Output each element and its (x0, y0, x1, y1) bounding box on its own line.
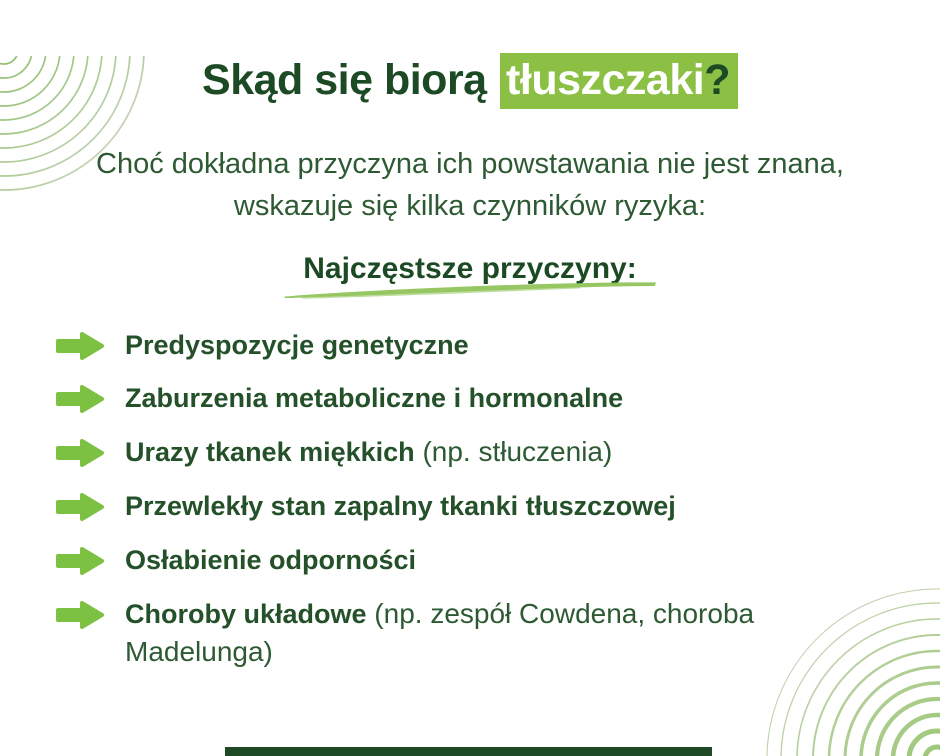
arrow-right-icon (55, 544, 105, 578)
item-text (125, 541, 416, 579)
list-item (55, 326, 940, 364)
item-text (125, 595, 785, 671)
list-item (55, 541, 940, 579)
arrow-right-icon (55, 382, 105, 416)
list-item (55, 433, 940, 471)
item-text (125, 379, 623, 417)
title-highlight-text: tłuszczaki (506, 56, 705, 104)
arrow-right-icon (55, 490, 105, 524)
item-text-bold: Predyspozycje genetyczne (125, 329, 469, 360)
subtitle: Choć dokładna przyczyna ich powstawania nie jest znana, wskazuje się kilka czynników ryzyka: (96, 148, 844, 223)
title-question-mark: ? (704, 56, 730, 104)
list-item (55, 487, 940, 525)
item-text-bold: Osłabienie odporności (125, 545, 417, 576)
item-text (125, 326, 469, 364)
item-text-bold: Urazy tkanek miękkich (125, 437, 415, 468)
bottom-bar (225, 747, 712, 756)
section-heading: Najczęstsze przyczyny: (303, 251, 637, 285)
item-text (125, 433, 612, 471)
item-text-bold: Przewlekły stan zapalny tkanki tłuszczowej (125, 491, 676, 522)
item-text-normal: (np. zespół Cowdena, choroba Madelunga) (125, 598, 755, 667)
item-text-bold: Choroby układowe (125, 599, 367, 630)
section-heading-block (0, 252, 940, 296)
item-text-normal: (np. stłuczenia) (414, 436, 613, 468)
title-prefix: Skąd się biorą (202, 56, 499, 104)
item-text-bold: Zaburzenia metaboliczne i hormonalne (125, 383, 624, 414)
item-text (125, 487, 676, 525)
page-title (40, 56, 900, 105)
list-item (55, 379, 940, 417)
arrow-right-icon (55, 436, 105, 470)
title-highlight (500, 53, 738, 109)
causes-list (55, 326, 940, 671)
arrow-right-icon (55, 598, 105, 632)
arrow-right-icon (55, 329, 105, 363)
list-item (55, 595, 940, 671)
